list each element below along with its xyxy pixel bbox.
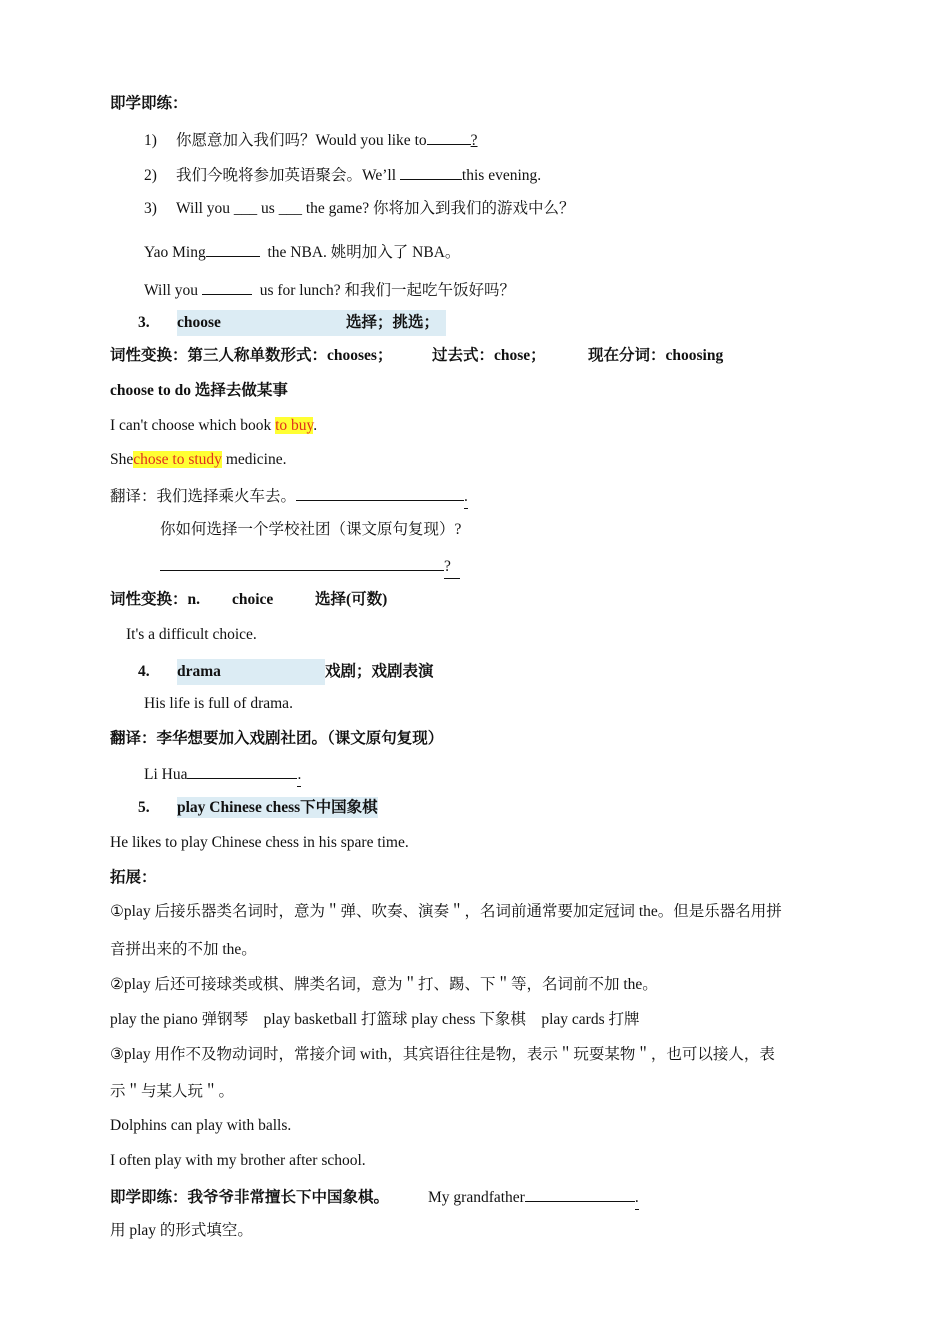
item-text: 我们今晚将参加英语聚会。We’ll xyxy=(176,167,400,184)
item-text: Will you ___ us ___ the game? 你将加入到我们的游戏中么？ xyxy=(176,200,575,217)
extension-example-2: Dolphins can play with balls. xyxy=(110,1117,292,1134)
choose-translation-1 xyxy=(110,484,468,509)
vocab-number: 3. xyxy=(138,314,150,331)
answer-blank[interactable] xyxy=(160,554,444,571)
yao-ming-line xyxy=(144,240,460,264)
vocab-number: 5. xyxy=(138,799,150,816)
extension-p3b: 示＂与某人玩＂。 xyxy=(110,1083,235,1100)
extension-example-3: I often play with my brother after school. xyxy=(110,1152,366,1169)
choose-example-1 xyxy=(110,415,317,437)
ex-highlight: chose to study xyxy=(133,451,222,468)
choose-translation-2-answer xyxy=(160,554,460,579)
noun-label: 词性变换：n. xyxy=(110,591,200,608)
trans-end: ? xyxy=(444,556,460,579)
ex-after: . xyxy=(313,417,318,434)
vocab-choose-heading xyxy=(138,310,446,336)
choose-translation-2: 你如何选择一个学校社团（课文原句复现）? xyxy=(160,521,462,538)
drama-example: His life is full of drama. xyxy=(144,695,293,712)
vocab-meaning: 戏剧；戏剧表演 xyxy=(325,663,434,680)
trans-label: 翻译：我们选择乘火车去。 xyxy=(110,488,297,505)
trans-end: . xyxy=(464,486,468,509)
forms-past: 过去式：chose； xyxy=(432,347,546,364)
drama-translation-answer xyxy=(144,762,301,787)
extension-p1a: ①play 后接乐器类名词时，意为＂弹、吹奏、演奏＂，名词前通常要加定冠词 the。但是乐器名用拼 xyxy=(110,903,782,920)
will-you-line xyxy=(144,278,515,302)
vocab-chess-heading xyxy=(138,797,378,819)
li-end: . xyxy=(297,764,301,787)
item-after: ? xyxy=(470,132,478,149)
practice-item-3 xyxy=(144,198,574,220)
extension-label: 拓展： xyxy=(110,869,157,886)
drama-translation-label: 翻译：李华想要加入戏剧社团。（课文原句复现） xyxy=(110,730,444,747)
item-text: 你愿意加入我们吗？Would you like to xyxy=(176,132,427,149)
answer-blank[interactable] xyxy=(296,484,464,501)
forms-label: 词性变换：第三人称单数形式：chooses； xyxy=(110,347,393,364)
vocab-word: choose xyxy=(177,314,221,331)
choose-forms xyxy=(110,345,723,367)
practice-label: 即学即练：我爷爷非常擅长下中国象棋。 xyxy=(110,1189,390,1206)
answer-blank[interactable] xyxy=(187,762,297,779)
vocab-drama-heading xyxy=(138,659,434,685)
vocab-word: play Chinese chess xyxy=(177,799,301,816)
practice-en: My grandfather xyxy=(428,1189,525,1206)
yao-after: the NBA. 姚明加入了 NBA。 xyxy=(259,244,461,261)
ex-before: I can't choose which book xyxy=(110,417,276,434)
chess-example: He likes to play Chinese chess in his spare time. xyxy=(110,834,409,851)
li-hua: Li Hua xyxy=(144,766,188,783)
practice-item-1 xyxy=(144,128,478,152)
extension-p1b: 音拼出来的不加 the。 xyxy=(110,941,257,958)
answer-blank[interactable] xyxy=(525,1185,635,1202)
will-before: Will you xyxy=(144,282,202,299)
item-number: 1) xyxy=(144,132,157,149)
will-after: us for lunch? 和我们一起吃午饭好吗？ xyxy=(251,282,515,299)
vocab-highlight xyxy=(177,310,446,336)
ex-after: medicine. xyxy=(221,451,287,468)
extension-p2: ②play 后还可接球类或棋、牌类名词，意为＂打、踢、下＂等，名词前不加 the。 xyxy=(110,976,658,993)
item-number: 3) xyxy=(144,200,157,217)
answer-blank[interactable] xyxy=(202,278,252,295)
noun-word: choice xyxy=(232,591,274,608)
answer-blank[interactable] xyxy=(427,128,471,145)
answer-blank[interactable] xyxy=(206,240,260,257)
fill-instruction: 用 play 的形式填空。 xyxy=(110,1222,253,1239)
noun-meaning: 选择(可数) xyxy=(315,591,388,608)
answer-blank[interactable] xyxy=(400,163,462,180)
choose-phrase: choose to do 选择去做某事 xyxy=(110,382,288,399)
practice-end: . xyxy=(635,1187,639,1210)
choose-noun-form xyxy=(110,589,387,611)
vocab-meaning: 下中国象棋 xyxy=(300,799,378,816)
vocab-number: 4. xyxy=(138,663,150,680)
practice-heading: 即学即练： xyxy=(110,95,188,112)
ex-before: She xyxy=(110,451,134,468)
vocab-highlight xyxy=(177,659,325,685)
vocab-highlight xyxy=(177,797,378,818)
item-after: this evening. xyxy=(461,167,542,184)
choose-noun-example: It's a difficult choice. xyxy=(126,626,257,643)
vocab-meaning: 选择；挑选； xyxy=(346,314,440,331)
ex-highlight: to buy xyxy=(275,417,314,434)
choose-example-2 xyxy=(110,449,287,471)
item-number: 2) xyxy=(144,167,157,184)
forms-ing: 现在分词：choosing xyxy=(588,347,724,364)
extension-p3a: ③play 用作不及物动词时，常接介词 with，其宾语往往是物，表示＂玩耍某物＂，也可以接人，表 xyxy=(110,1046,775,1063)
yao-before: Yao Ming xyxy=(144,244,206,261)
practice-item-2 xyxy=(144,163,541,187)
vocab-word: drama xyxy=(177,663,221,680)
extension-p2-examples: play the piano 弹钢琴 play basketball 打篮球 play chess 下象棋 play cards 打牌 xyxy=(110,1011,640,1028)
chess-practice xyxy=(110,1185,639,1210)
